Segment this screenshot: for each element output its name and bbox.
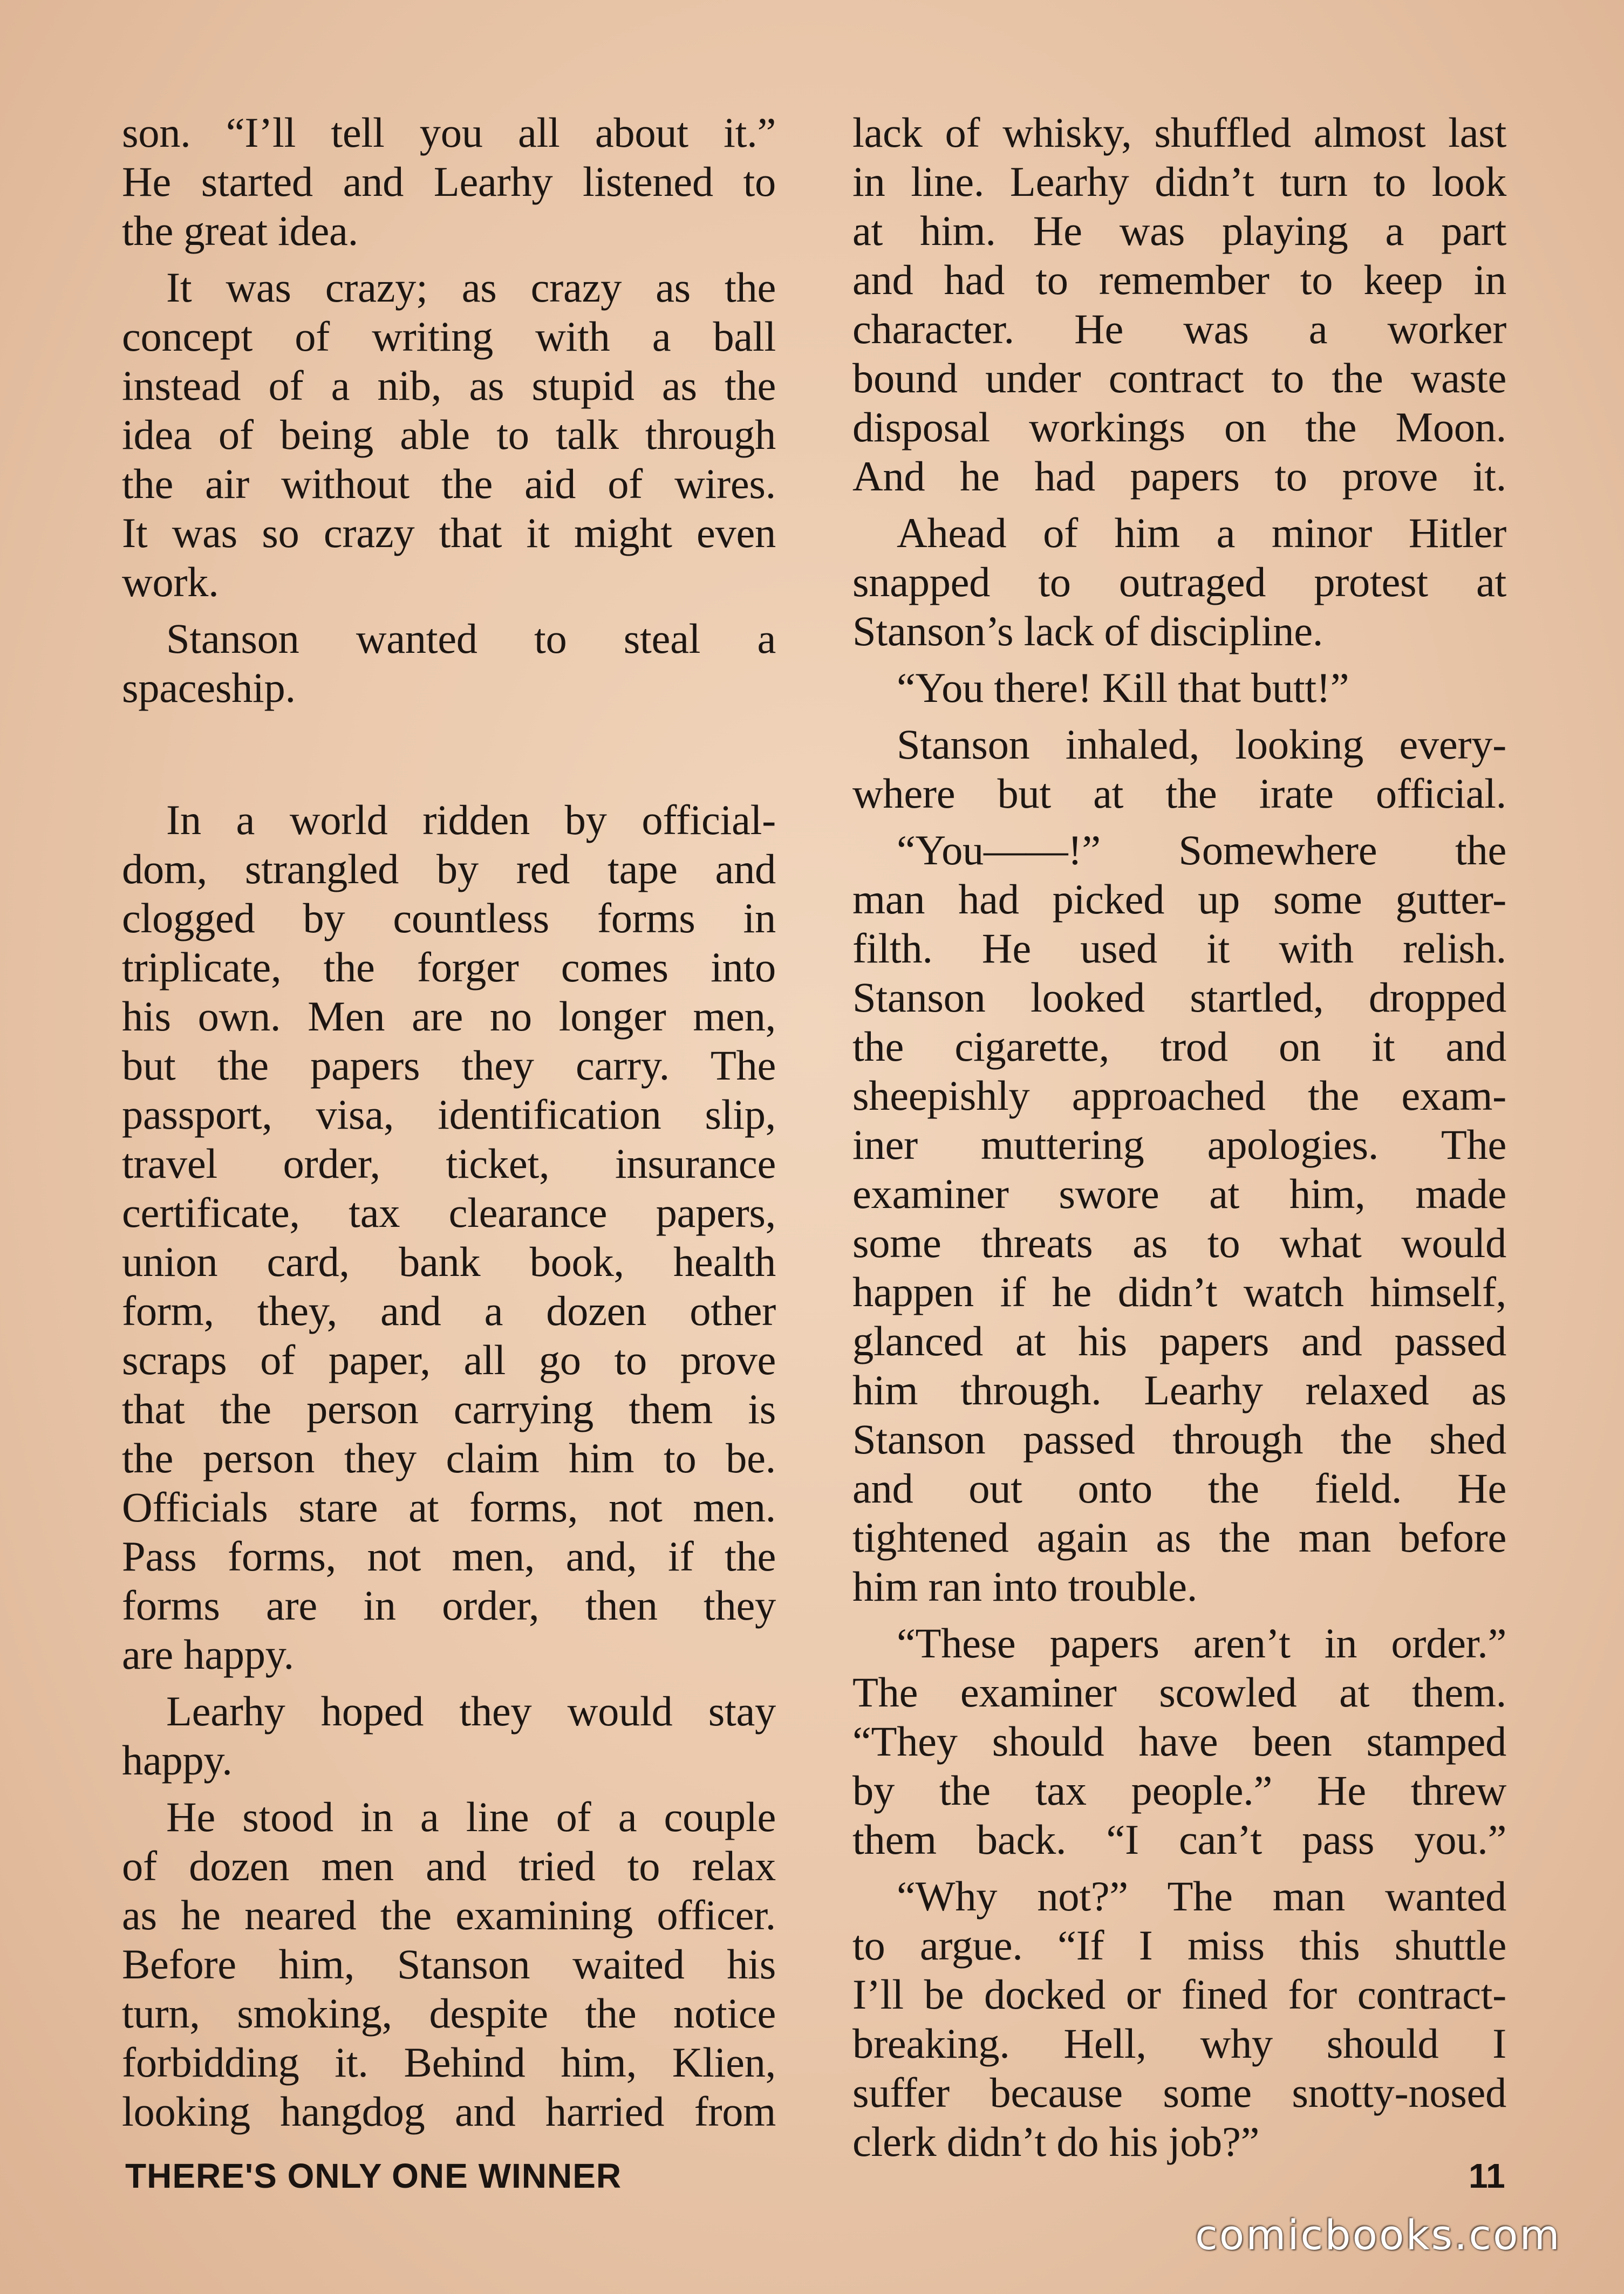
- text-line: spaceship.: [122, 664, 296, 711]
- text-line: In a world ridden by official-: [166, 796, 776, 843]
- paragraph: [852, 720, 1506, 818]
- text-line: him through. Learhy relaxed as: [852, 1367, 1506, 1414]
- text-line: them back. “I can’t pass you.”: [852, 1816, 1506, 1863]
- text-line: concept of writing with a ball: [122, 313, 776, 360]
- page-number: 11: [1469, 2156, 1505, 2195]
- text-line: the person they claim him to be.: [122, 1435, 776, 1481]
- text-line: happen if he didn’t watch himself,: [852, 1268, 1506, 1315]
- text-line: It was crazy; as crazy as the: [166, 264, 776, 311]
- text-line: form, they, and a dozen other: [122, 1287, 776, 1334]
- site-watermark: comicbooks.com: [1195, 2211, 1561, 2259]
- text-line: dom, strangled by red tape and: [122, 845, 776, 892]
- text-line: Stanson inhaled, looking every-: [897, 721, 1506, 768]
- text-line: “You——!” Somewhere the: [897, 827, 1506, 873]
- text-line: by the tax people.” He threw: [852, 1767, 1506, 1814]
- text-line: scraps of paper, all go to prove: [122, 1336, 776, 1383]
- text-line: instead of a nib, as stupid as the: [122, 362, 776, 409]
- text-line: And he had papers to prove it.: [852, 453, 1506, 500]
- text-line: idea of being able to talk through: [122, 411, 776, 458]
- text-line: but the papers they carry. The: [122, 1042, 776, 1089]
- paragraph: [122, 1792, 776, 2136]
- text-line: suffer because some snotty-nosed: [852, 2069, 1506, 2116]
- text-line: in line. Learhy didn’t turn to look: [852, 158, 1506, 205]
- paragraph: [852, 108, 1506, 501]
- text-line: the air without the aid of wires.: [122, 460, 776, 507]
- text-line: of dozen men and tried to relax: [122, 1842, 776, 1889]
- text-line: tightened again as the man before: [852, 1514, 1506, 1561]
- text-line: some threats as to what would: [852, 1219, 1506, 1266]
- text-line: He started and Learhy listened to: [122, 158, 776, 205]
- text-line: examiner swore at him, made: [852, 1170, 1506, 1217]
- text-line: passport, visa, identification slip,: [122, 1091, 776, 1138]
- text-line: Stanson wanted to steal a: [166, 615, 776, 662]
- paragraph: [852, 663, 1506, 712]
- text-line: man had picked up some gutter-: [852, 876, 1506, 923]
- right-text-column: [852, 108, 1506, 2174]
- paragraph: [122, 795, 776, 1679]
- text-line: Ahead of him a minor Hitler: [897, 509, 1506, 556]
- paragraph: [122, 108, 776, 255]
- text-line: looking hangdog and harried from: [122, 2088, 776, 2135]
- text-line: work.: [122, 558, 219, 605]
- text-line: character. He was a worker: [852, 305, 1506, 352]
- running-footer-title: THERE'S ONLY ONE WINNER: [125, 2156, 622, 2195]
- text-line: filth. He used it with relish.: [852, 925, 1506, 972]
- text-line: union card, bank book, health: [122, 1238, 776, 1285]
- text-line: the cigarette, trod on it and: [852, 1023, 1506, 1070]
- text-line: the great idea.: [122, 207, 358, 254]
- text-line: his own. Men are no longer men,: [122, 993, 776, 1040]
- text-line: snapped to outraged protest at: [852, 558, 1506, 605]
- text-line: certificate, tax clearance papers,: [122, 1189, 776, 1236]
- text-line: Stanson’s lack of discipline.: [852, 607, 1323, 654]
- text-line: are happy.: [122, 1631, 294, 1678]
- paragraph: [852, 508, 1506, 656]
- text-line: It was so crazy that it might even: [122, 509, 776, 556]
- text-line: clerk didn’t do his job?”: [852, 2118, 1260, 2165]
- paragraph: [852, 1619, 1506, 1864]
- text-line: son. “I’ll tell you all about it.”: [122, 109, 776, 156]
- text-line: and had to remember to keep in: [852, 256, 1506, 303]
- text-line: forms are in order, then they: [122, 1582, 776, 1629]
- text-line: Stanson looked startled, dropped: [852, 974, 1506, 1021]
- text-line: travel order, ticket, insurance: [122, 1140, 776, 1187]
- text-line: him ran into trouble.: [852, 1563, 1198, 1610]
- text-line: clogged by countless forms in: [122, 895, 776, 941]
- text-line: triplicate, the forger comes into: [122, 944, 776, 991]
- text-line: and out onto the field. He: [852, 1465, 1506, 1512]
- text-line: sheepishly approached the exam-: [852, 1072, 1506, 1119]
- text-line: where but at the irate official.: [852, 770, 1506, 817]
- text-line: “You there! Kill that butt!”: [897, 664, 1349, 711]
- paragraph: [122, 614, 776, 712]
- text-line: disposal workings on the Moon.: [852, 404, 1506, 450]
- section-break: [122, 720, 776, 795]
- paragraph: [852, 825, 1506, 1611]
- text-line: breaking. Hell, why should I: [852, 2020, 1506, 2067]
- text-line: “These papers aren’t in order.”: [897, 1620, 1506, 1667]
- text-line: as he neared the examining officer.: [122, 1892, 776, 1938]
- text-line: glanced at his papers and passed: [852, 1317, 1506, 1364]
- text-line: Officials stare at forms, not men.: [122, 1484, 776, 1531]
- text-line: iner muttering apologies. The: [852, 1121, 1506, 1168]
- paragraph: [122, 1687, 776, 1785]
- text-line: “Why not?” The man wanted: [897, 1873, 1506, 1920]
- text-line: Learhy hoped they would stay: [166, 1688, 776, 1735]
- text-line: turn, smoking, despite the notice: [122, 1990, 776, 2037]
- text-line: at him. He was playing a part: [852, 207, 1506, 254]
- text-line: “They should have been stamped: [852, 1718, 1506, 1765]
- text-line: to argue. “If I miss this shuttle: [852, 1922, 1506, 1969]
- text-line: forbidding it. Behind him, Klien,: [122, 2039, 776, 2086]
- text-line: Before him, Stanson waited his: [122, 1941, 776, 1988]
- text-line: He stood in a line of a couple: [166, 1793, 776, 1840]
- text-line: I’ll be docked or fined for contract-: [852, 1971, 1506, 2018]
- text-line: happy.: [122, 1737, 233, 1784]
- text-line: The examiner scowled at them.: [852, 1669, 1506, 1716]
- left-text-column: [122, 108, 776, 2143]
- text-line: bound under contract to the waste: [852, 354, 1506, 401]
- paragraph: [852, 1872, 1506, 2166]
- paragraph: [122, 263, 776, 606]
- text-line: Pass forms, not men, and, if the: [122, 1533, 776, 1580]
- text-line: lack of whisky, shuffled almost last: [852, 109, 1506, 156]
- text-line: that the person carrying them is: [122, 1385, 776, 1432]
- text-line: Stanson passed through the shed: [852, 1416, 1506, 1463]
